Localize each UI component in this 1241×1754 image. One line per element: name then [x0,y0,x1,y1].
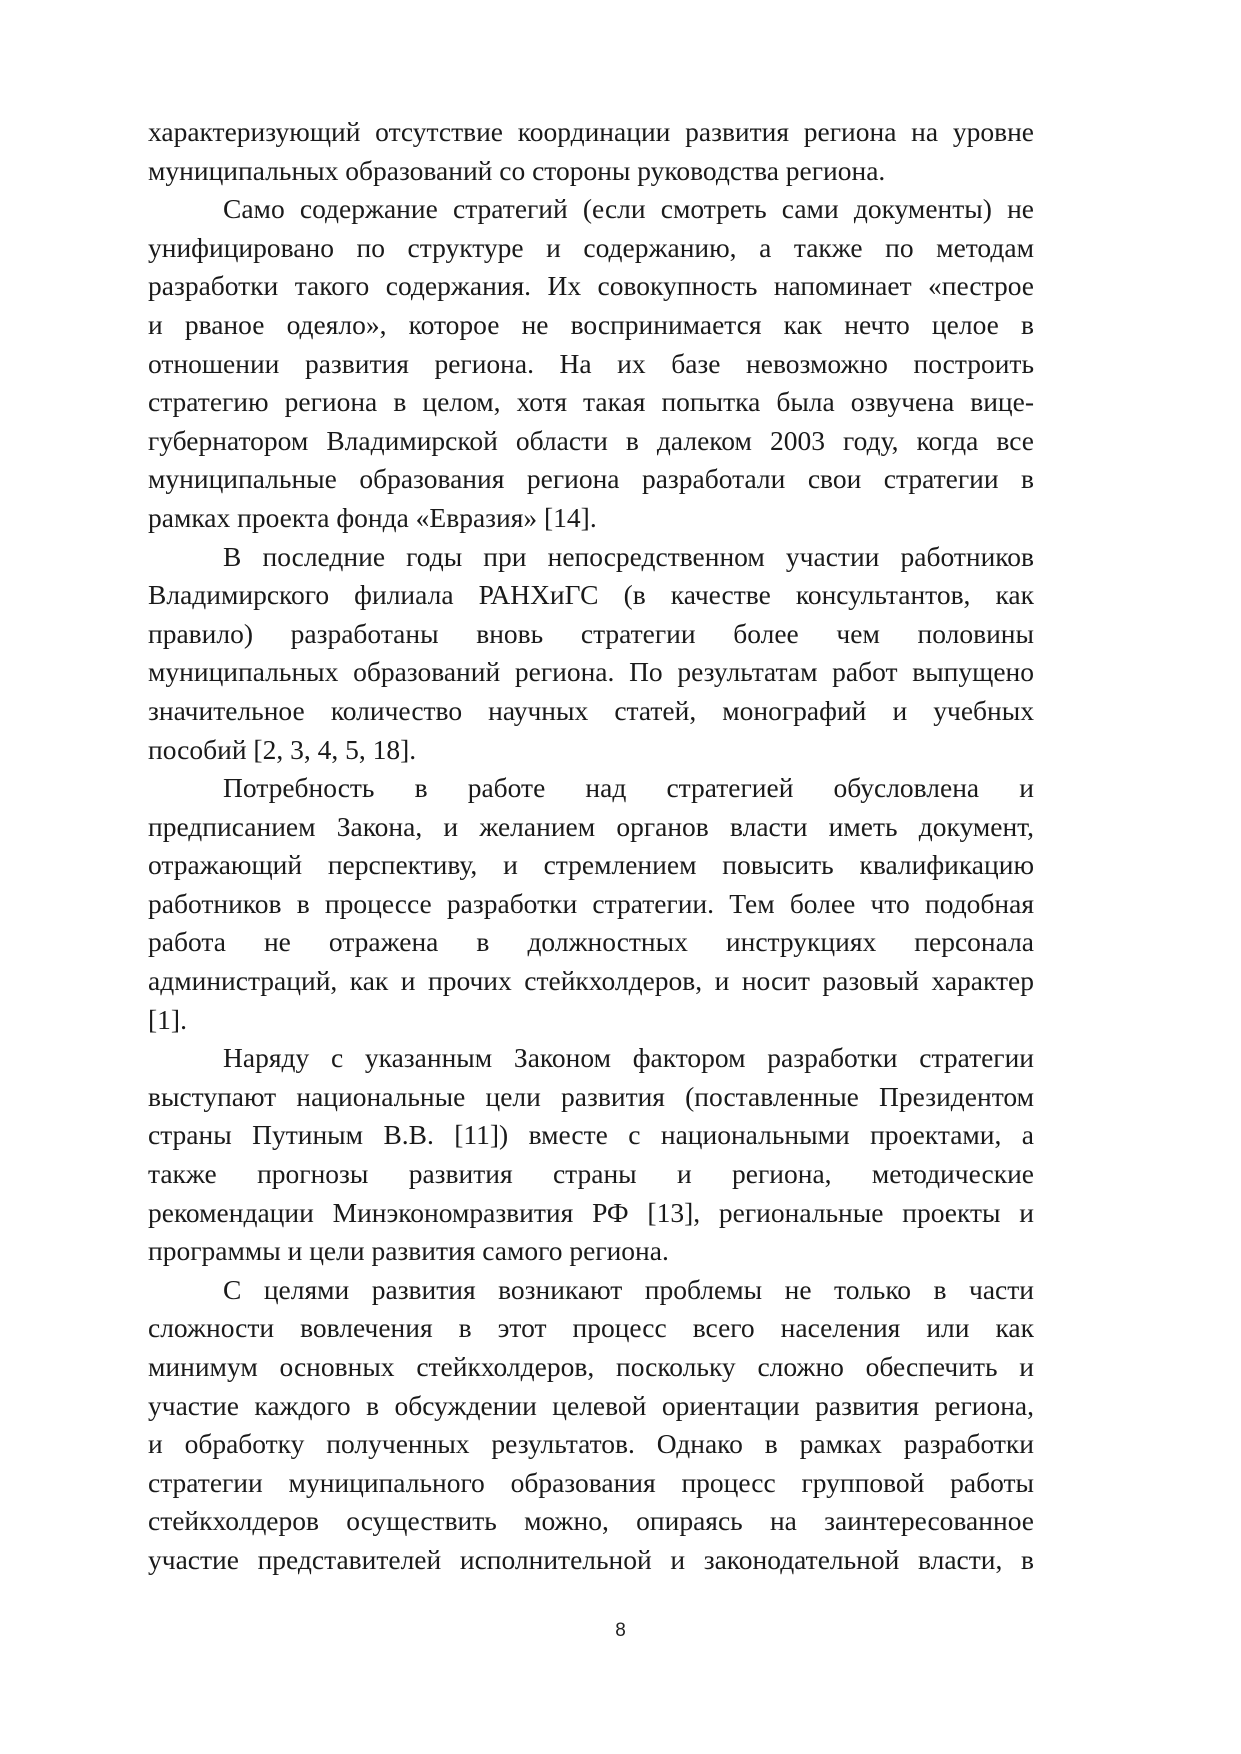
text-line: предписанием Закона, и желанием органов власти иметь документ, [148,810,1034,842]
text-line: Потребность в работе над стратегией обусловлена и [223,772,1034,804]
text-line: Владимирского филиала РАНХиГС (в качестве консультантов, как [148,579,1034,611]
text-line: пособий [2, 3, 4, 5, 18]. [148,733,417,765]
paragraph-3 [148,538,1034,770]
text-line: стейкхолдеров осуществить можно, опираясь на заинтересованное [148,1505,1034,1537]
text-line: С целями развития возникают проблемы не только в части [223,1273,1034,1305]
text-line: работников в процессе разработки стратегии. Тем более что подобная [148,887,1034,919]
paragraph-1 [148,113,1034,190]
text-line: разработки такого содержания. Их совокупность напоминает «пестрое [148,270,1034,302]
text-line: участие каждого в обсуждении целевой ориентации развития региона, [148,1389,1034,1421]
text-line: В последние годы при непосредственном участии работников [223,540,1034,572]
text-line: характеризующий отсутствие координации развития региона на уровне [148,116,1034,147]
text-line: муниципальных образований региона. По результатам работ выпущено [148,656,1034,688]
page-number: 8 [615,1620,626,1641]
text-line: стратегию региона в целом, хотя такая попытка была озвучена вице- [148,386,1034,418]
text-line: унифицировано по структуре и содержанию, а также по методам [148,231,1034,263]
body-text [148,113,1034,1580]
text-line: и рваное одеяло», которое не воспринимается как нечто целое в [148,308,1034,340]
paragraph-4 [148,769,1034,1039]
text-line: работа не отражена в должностных инструкциях персонала [148,926,1034,958]
text-line: муниципальных образований со стороны руководства региона. [148,154,886,186]
text-line: Само содержание стратегий (если смотреть сами документы) не [223,193,1034,225]
paragraph-5 [148,1039,1034,1271]
text-line: также прогнозы развития страны и региона, методические [148,1158,1034,1190]
text-line: участие представителей исполнительной и законодательной власти, в [148,1543,1034,1575]
text-line: сложности вовлечения в этот процесс всего населения или как [148,1312,1034,1344]
paragraph-2 [148,190,1034,537]
text-line: администраций, как и прочих стейкхолдеров, и носит разовый характер [148,965,1034,997]
text-line: рекомендации Минэкономразвития РФ [13], региональные проекты и [148,1196,1034,1228]
text-line: выступают национальные цели развития (поставленные Президентом [148,1080,1034,1112]
text-line: стратегии муниципального образования процесс групповой работы [148,1466,1034,1498]
text-line: отражающий перспективу, и стремлением повысить квалификацию [148,849,1034,881]
text-line: программы и цели развития самого региона. [148,1235,669,1267]
text-line: муниципальные образования региона разработали свои стратегии в [148,463,1034,495]
text-line: рамках проекта фонда «Евразия» [14]. [148,501,597,533]
text-line: [1]. [148,1003,187,1035]
text-line: губернатором Владимирской области в далеком 2003 году, когда все [148,424,1034,456]
text-line: значительное количество научных статей, монографий и учебных [148,694,1034,726]
paragraph-6 [148,1271,1034,1580]
text-line: Наряду с указанным Законом фактором разработки стратегии [223,1042,1034,1074]
text-line: страны Путиным В.В. [11]) вместе с национальными проектами, а [148,1119,1034,1151]
text-line: и обработку полученных результатов. Однако в рамках разработки [148,1428,1034,1460]
text-line: правило) разработаны вновь стратегии более чем половины [148,617,1034,649]
text-line: минимум основных стейкхолдеров, поскольку сложно обеспечить и [148,1351,1034,1382]
text-line: отношении развития региона. На их базе невозможно построить [148,347,1034,379]
